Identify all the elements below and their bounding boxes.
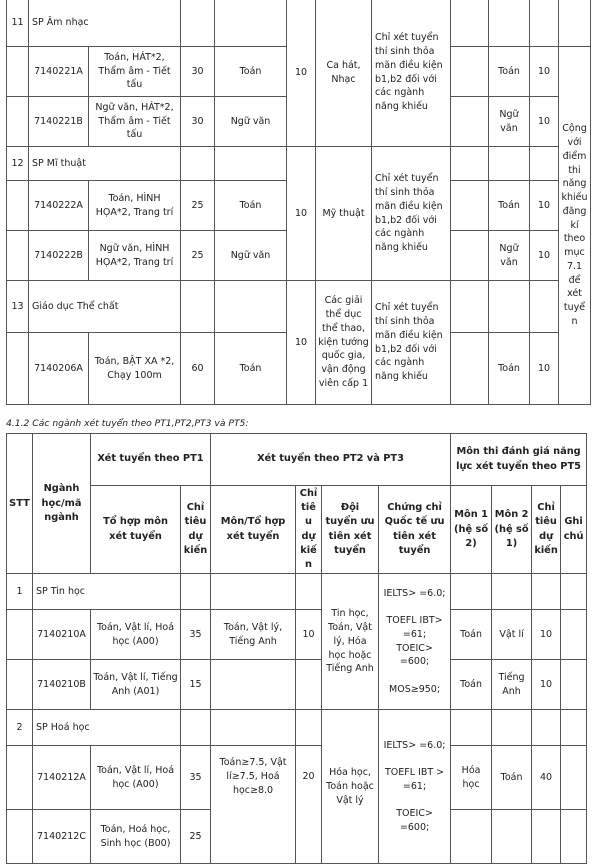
- quota: 35: [181, 610, 211, 660]
- combo: Toán, Vật lí, Hoá học (A00): [91, 746, 181, 810]
- subject: Toán: [215, 47, 287, 97]
- pt1-quota: 10: [287, 0, 316, 147]
- combo: Toán, HÁT*2, Thẩm âm - Tiết tấu: [89, 47, 181, 97]
- combo: Toán, Vật lí, Hoá học (A00): [91, 610, 181, 660]
- major-name: SP Hoá học: [33, 710, 181, 746]
- subject: Toán: [215, 181, 287, 231]
- stt-header: STT: [7, 434, 33, 574]
- gift-subject: Mỹ thuật: [316, 147, 372, 281]
- major-code: 7140221A: [29, 47, 89, 97]
- pt5-quota-header: Chỉ tiêu dự kiến: [532, 486, 561, 574]
- quota: 25: [181, 181, 215, 231]
- certificate-item: TOEFL IBT > =61;: [384, 767, 445, 792]
- combo: Toán, HÌNH HỌA*2, Trang trí: [89, 181, 181, 231]
- major-code: 7140212C: [33, 810, 91, 864]
- major-code: 7140222B: [29, 231, 89, 281]
- major-code: 7140212A: [33, 746, 91, 810]
- group-header-row: [7, 0, 591, 47]
- header-row: [7, 486, 587, 574]
- combo: Toán, Hoá học, Sinh học (B00): [91, 810, 181, 864]
- pt5-subj2-header: Môn 2 (hệ số 1): [492, 486, 532, 574]
- major-name: SP Âm nhạc: [29, 0, 181, 47]
- subject: Ngữ văn: [215, 231, 287, 281]
- major-code: 7140210B: [33, 660, 91, 710]
- priority-note: Chỉ xét tuyển thí sinh thỏa mãn điều kiện b1,b2 đối với các ngành năng khiếu: [372, 147, 451, 281]
- table-row: [7, 746, 587, 810]
- certificate-item: IELTS> =6.0;: [383, 739, 446, 751]
- certificates: [379, 710, 451, 864]
- side-note: Cộng với điểm thi năng khiếu đăng kí theo mục 7.1 để xét tuyển: [559, 47, 591, 405]
- quota: 35: [181, 746, 211, 810]
- exam-subject: Ngữ văn: [489, 231, 530, 281]
- pt5-subj2: Tiếng Anh: [492, 660, 532, 710]
- exam-subject: Toán: [489, 181, 530, 231]
- combo: Toán, BẬT XA *2, Chạy 100m: [89, 333, 181, 405]
- exam-quota: 10: [530, 333, 559, 405]
- pt5-subj1: Toán: [451, 660, 492, 710]
- certificate-item: TOEIC> =600;: [396, 642, 433, 668]
- group-header-row: [7, 281, 591, 333]
- certificate-item: TOEFL IBT> =61;: [386, 615, 443, 640]
- major-name: Giáo dục Thể chất: [29, 281, 181, 333]
- priority-note: Chỉ xét tuyển thí sinh thỏa mãn điều kiện b1,b2 đối với các ngành năng khiếu: [372, 0, 451, 147]
- pt1-quota-header: Chỉ tiêu dự kiến: [181, 486, 211, 574]
- pt5-quota: 10: [532, 660, 561, 710]
- major-code: 7140222A: [29, 181, 89, 231]
- major-name: SP Mĩ thuật: [29, 147, 181, 181]
- pt23-priority-header: Đội tuyển ưu tiên xét tuyển: [322, 486, 379, 574]
- pt5-note-header: Ghi chú: [561, 486, 587, 574]
- group-header-row: [7, 710, 587, 746]
- exam-quota: 10: [530, 231, 559, 281]
- combo: Toán, Vật lí, Tiếng Anh (A01): [91, 660, 181, 710]
- priority-note: Chỉ xét tuyển thí sinh thỏa mãn điều kiện b1,b2 đối với các ngành năng khiếu: [372, 281, 451, 405]
- stt-cell: 12: [7, 147, 29, 181]
- certificate-item: MOS≥950;: [389, 684, 441, 696]
- priority-team: Tin học, Toán, Vật lý, Hóa học hoặc Tiếng Anh: [322, 574, 379, 710]
- pt5-header: Môn thi đánh giá năng lực xét tuyển theo PT5: [451, 434, 587, 486]
- pt5-subj2: [492, 810, 532, 864]
- pt5-quota: 40: [532, 746, 561, 810]
- pt1-combo-header: Tổ hợp môn xét tuyển: [91, 486, 181, 574]
- combo: Ngữ văn, HÌNH HỌA*2, Trang trí: [89, 231, 181, 281]
- gift-subject: Ca hát, Nhạc: [316, 0, 372, 147]
- pt23-quota-header: Chỉ tiêu dự kiến: [296, 486, 322, 574]
- pt5-subj1-header: Môn 1 (hệ số 2): [451, 486, 492, 574]
- exam-quota: 10: [530, 97, 559, 147]
- pt1-quota: 10: [287, 281, 316, 405]
- gift-subject: Các giải thể dục thể thao, kiện tướng quốc gia, vận động viên cấp 1: [316, 281, 372, 405]
- exam-quota: 10: [530, 47, 559, 97]
- subject: Ngữ văn: [215, 97, 287, 147]
- table-row: [7, 660, 587, 710]
- major-code: 7140221B: [29, 97, 89, 147]
- quota: 60: [181, 333, 215, 405]
- combo: Ngữ văn, HÁT*2, Thẩm âm - Tiết tấu: [89, 97, 181, 147]
- major-header: Ngành học/mã ngành: [33, 434, 91, 574]
- exam-subject: Toán: [489, 333, 530, 405]
- quota: 30: [181, 47, 215, 97]
- stt-cell: 11: [7, 0, 29, 47]
- quota: 25: [181, 231, 215, 281]
- major-name: SP Tin học: [33, 574, 181, 610]
- priority-team: Hóa học, Toán hoặc Vật lý: [322, 710, 379, 864]
- pt23-quota: 10: [296, 610, 322, 660]
- stt-cell: 2: [7, 710, 33, 746]
- pt23-cert-header: Chứng chỉ Quốc tế ưu tiên xét tuyển: [379, 486, 451, 574]
- exam-subject: Ngữ văn: [489, 97, 530, 147]
- pt23-header: Xét tuyển theo PT2 và PT3: [211, 434, 451, 486]
- certificates: [379, 574, 451, 710]
- pt23-subject: Toán≥7.5, Vật lí≥7.5, Hoá học≥8.0: [211, 746, 296, 864]
- section-caption: 4.1.2 Các ngành xét tuyển theo PT1,PT2,PT3 và PT5:: [6, 418, 249, 429]
- admission-table-pt1-pt2-pt3-pt5: [6, 433, 587, 864]
- quota: 25: [181, 810, 211, 864]
- exam-subject: Toán: [489, 47, 530, 97]
- group-header-row: [7, 147, 591, 181]
- group-header-row: [7, 574, 587, 610]
- header-row: [7, 434, 587, 486]
- pt1-header: Xét tuyển theo PT1: [91, 434, 211, 486]
- pt5-quota: 10: [532, 610, 561, 660]
- major-code: 7140206A: [29, 333, 89, 405]
- stt-cell: 1: [7, 574, 33, 610]
- pt1-quota: 10: [287, 147, 316, 281]
- subject: Toán: [215, 333, 287, 405]
- pt5-subj1: [451, 810, 492, 864]
- admission-table-gifted: [6, 0, 591, 405]
- table-row: [7, 610, 587, 660]
- exam-quota: 10: [530, 181, 559, 231]
- pt23-subject: Toán, Vật lý, Tiếng Anh: [211, 610, 296, 660]
- pt5-subj2: Toán: [492, 746, 532, 810]
- certificate-item: IELTS> =6.0;: [383, 587, 446, 599]
- pt5-subj1: Toán: [451, 610, 492, 660]
- pt23-quota: 20: [296, 746, 322, 864]
- pt23-subject-header: Môn/Tổ hợp xét tuyển: [211, 486, 296, 574]
- quota: 15: [181, 660, 211, 710]
- pt5-subj2: Vật lí: [492, 610, 532, 660]
- quota: 30: [181, 97, 215, 147]
- stt-cell: 13: [7, 281, 29, 333]
- pt5-subj1: Hóa học: [451, 746, 492, 810]
- major-code: 7140210A: [33, 610, 91, 660]
- pt5-quota: [532, 810, 561, 864]
- certificate-item: TOEIC> =600;: [396, 808, 433, 834]
